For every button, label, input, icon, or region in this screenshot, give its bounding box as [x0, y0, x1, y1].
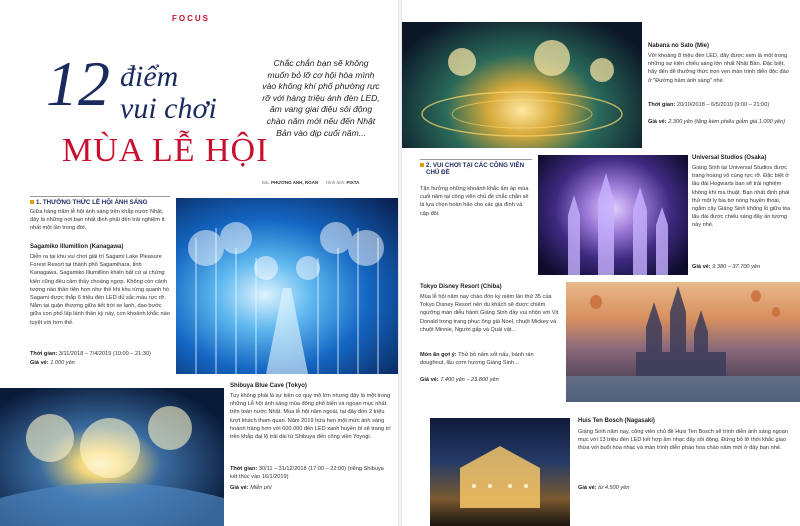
section-2-intro: Tận hưởng những khoảnh khắc ấm áp mùa cuối năm tại công viên chủ đề chắc chắn sẽ là lựa chọn hoàn hảo cho các gia đình và cặp đôi.: [420, 186, 529, 217]
usj-price: Giá vé: 9.380 – 37.700 yên: [692, 264, 761, 270]
nabana-time: Thời gian: 20/10/2018 – 6/5/2019 (9:00 – 21:00): [648, 102, 770, 108]
huis-ten-bosch-illustration: [430, 418, 570, 526]
disney-text: Mùa lễ hội năm nay chào đón kỷ niệm lần thứ 35 của Tokyo Disney Resort nên du khách sẽ được chiêm ngưỡng màn diễu hành Giáng Sinh đầy vui nhộn với Vịt Donald trong trang phục ông già Noel, chuột Mickey và chuột Minnie, Người gấp và Quái vật...: [420, 294, 559, 333]
light-tunnel-illustration: [176, 198, 398, 374]
sagamiko-heading: Sagamiko Illumillion (Kanagawa): [30, 244, 124, 250]
sagamiko-price: Giá vé: 1.000 yên: [30, 360, 75, 366]
disney-price: Giá vé: 7.400 yên – 23.800 yên: [420, 377, 499, 383]
sagamiko-photo: [176, 198, 398, 374]
shibuya-photo: [0, 388, 224, 526]
huis-price: Giá vé: từ 4.500 yên: [578, 485, 630, 491]
section-1-rule: [30, 196, 170, 197]
nabana-text: Với khoảng 8 triệu đèn LED, đây được xem là một trong những sự kiện chiếu sáng lớn nhất Nhật Bản. Đặc biệt, hãy đến để thưởng thức trọn vẹn màn trình diễn độc đáo ở "Đường hầm ánh sáng" nhé.: [648, 53, 789, 84]
section-2-rule: [420, 159, 532, 160]
byline: Bài: PHƯƠNG ANH, ROAN Hình ảnh: PIXTA: [262, 180, 360, 185]
shibuya-price: Giá vé: Miễn phí: [230, 485, 272, 491]
title-line-2: vui chơi: [120, 92, 217, 125]
title-line-3: MÙA LỄ HỘI: [62, 132, 269, 169]
disney-heading: Tokyo Disney Resort (Chiba): [420, 284, 502, 290]
hogwarts-castle-illustration: [538, 155, 688, 275]
section-1-heading: 1. THƯỞNG THỨC LỄ HỘI ÁNH SÁNG: [36, 199, 148, 206]
castle-balloons-illustration: [566, 282, 800, 402]
disney-food: Món ăn gợi ý: Thử bỏ nấm sốt nấu, bánh rán doughnut, lẩu cơm hương Giáng Sinh...: [420, 352, 534, 367]
title-line-1: điểm: [120, 60, 179, 93]
shibuya-text: Tuy không phải là sự kiện có quy mô lớn nhưng đây là một trong những Lễ hội ánh sáng mùa đông phổ biến và ngoạn mục nhất trên toàn nước Nhật. Mùa lễ hội năm ngoái, tại đây đón 2 triệu lượt khách tham quan. Năm 2019 hứa hẹn một mức ánh sáng hoành tráng hơn với 600.000 đèn LED xanh huyền bí sẽ trang trí trên khắp đại lộ trải dài từ Shibuya đến công viên Yoyogi.: [230, 393, 391, 441]
usj-photo: [538, 155, 688, 275]
section-label: FOCUS: [172, 14, 210, 23]
huis-heading: Huis Ten Bosch (Nagasaki): [578, 418, 655, 424]
title-number: 12: [46, 48, 110, 119]
disney-photo: [566, 282, 800, 402]
usj-heading: Universal Studios (Osaka): [692, 155, 767, 161]
section-2-marker: [420, 163, 424, 167]
sagamiko-time: Thời gian: 3/11/2018 – 7/4/2019 (10:00 – 21:30): [30, 351, 151, 357]
shibuya-illustration: [0, 388, 224, 526]
usj-text: Giáng Sinh tại Universal Studios được trang hoàng vô cùng rực rỡ. Đặc biệt ở lâu đài Hogwarts bạn sẽ trải nghiệm không khí ma thuật. Bạn nhất định phải thử một ly bia bơ nóng huyền thoại, ngắm cây Giáng Sinh khổng lồ giữa tòa lâu đài được chiếu sáng đầy ấn tượng này nhé.: [692, 165, 791, 229]
shibuya-heading: Shibuya Blue Cave (Tokyo): [230, 383, 307, 389]
nabana-price: Giá vé: 2.300 yên (tặng kèm phiếu giảm giá 1.000 yên): [648, 119, 786, 125]
shibuya-time: Thời gian: 30/11 – 31/12/2018 (17:00 – 22:00) (riêng Shibuya kết thúc vào 16/1/2019): [230, 466, 384, 481]
section-1-marker: [30, 200, 34, 204]
sagamiko-text: Diễn ra tại khu vui chơi giải trí Sagami Lake Pleasure Forest Resort tại thành phố Sagamihara, tỉnh Kanagawa, Sagamiko Illumillion khiến bất cứ ai chứng kiến cũng đều cảm thấy choáng ngợp. Không còn cảnh tượng nào thần tiên hơn như thế khi khu rừng quanh hồ Sagami được thắp 6 triệu đèn LED đủ sắc màu rực rỡ. Nằm tại quận thượng giữa tiết trời se lạnh, dạo bước giữa con phố lấp lánh thần kỳ này, con khoảnh khắc nào tuyệt vời hơn thế.: [30, 254, 170, 326]
huis-photo: [430, 418, 570, 526]
section-2-heading: 2. VUI CHƠI TẠI CÁC CÔNG VIÊN CHỦ ĐỀ: [426, 162, 525, 176]
nabana-illustration: [402, 22, 642, 148]
huis-text: Giáng Sinh năm nay, công viên chủ đề Huis Ten Bosch sẽ trình diễn ánh sáng ngoạn mục với 13 triệu đèn LED kết hợp âm nhạc đầy sôi động. Đứng bỏ lỡ thời khắc giao thừa với buổi hòa nhạc và màn trình diễn pháo hoa chào năm mới ở đây bạn nhé.: [578, 429, 789, 452]
nabana-photo: [402, 22, 642, 148]
nabana-heading: Nabana no Sato (Mie): [648, 43, 710, 49]
section-1-intro: Giữa hàng trăm lễ hội ánh sáng trên khắp nước Nhật, đây là những nơi bạn nhất định phải đến trải nghiệm ít nhất một lần trong đời.: [30, 209, 165, 232]
intro-paragraph: Chắc chắn bạn sẽ không muốn bỏ lỡ cơ hội hòa mình vào không khí phố phường rực rỡ với hàng triệu ánh đèn LED, âm vang giai điệu sôi động chào năm mới nếu đến Nhật Bản vào dịp cuối năm...: [262, 58, 380, 138]
